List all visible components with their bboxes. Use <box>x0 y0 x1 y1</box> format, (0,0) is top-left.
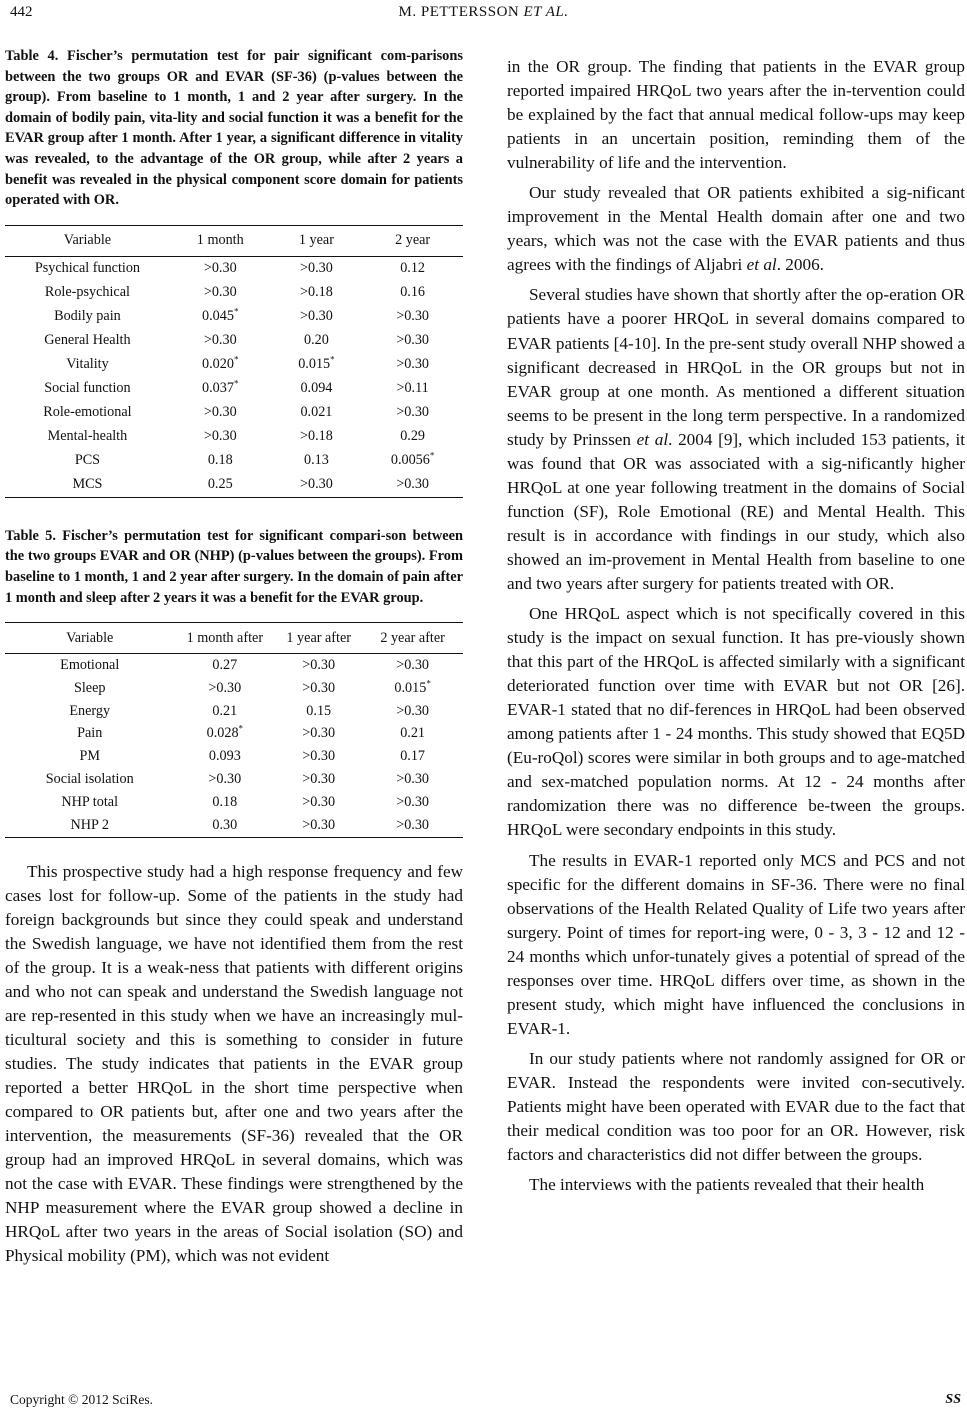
table-cell-m1 <box>170 305 271 329</box>
table5-caption: Table 5. Fischer’s permutation test for significant compari-son between the two groups EVAR and OR (NHP) (p-values between the groups). From baseline to 1 month, 1 and 2 year after surgery. In the domain of pain after 1 month and sleep after 2 years it was a benefit for the EVAR group. <box>5 527 463 606</box>
table-row <box>5 353 463 377</box>
cell-value: >0.30 <box>203 404 237 421</box>
cell-value: 0.12 <box>400 260 426 277</box>
table-cell-y2 <box>362 305 463 329</box>
cell-value: >0.30 <box>396 771 430 787</box>
table-cell-y1 <box>275 814 362 837</box>
right-paragraph-4: One HRQoL aspect which is not specifically covered in this study is the impact on sexual function. It has pre-viously shown that this part of the HRQoL is affected similarly with a significant deteriorated function over time with EVAR but not OR [26]. EVAR-1 stated that no dif-ferences in HRQoL had been observed among patients after 1 - 24 months. This study showed that EQ5D (Eu-roQol) scores were similar in both groups and to age-matched and sex-matched population norms. At 12 - 24 months after randomization there was no difference be-tween the groups. HRQoL were secondary endpoints in this study. <box>507 604 965 840</box>
page-number: 442 <box>10 4 33 20</box>
cell-value: >0.11 <box>396 380 429 397</box>
table-row <box>5 768 463 791</box>
cell-value: >0.30 <box>302 748 336 765</box>
table-row <box>5 677 463 700</box>
table-row <box>5 473 463 498</box>
cell-value: >0.30 <box>396 332 430 349</box>
table-cell-m1 <box>174 677 275 700</box>
cell-value: 0.094 <box>300 380 333 397</box>
table-cell-y1 <box>275 654 362 677</box>
table-cell-variable <box>5 401 170 425</box>
table-cell-y1 <box>271 305 363 329</box>
cell-value: >0.18 <box>300 428 333 445</box>
cell-value: NHP total <box>61 793 119 810</box>
table-cell-y1 <box>275 768 362 791</box>
table-cell-variable <box>5 700 174 723</box>
table-cell-m1 <box>170 377 271 401</box>
table-row <box>5 329 463 353</box>
cell-value: >0.30 <box>302 725 336 742</box>
cell-value: 0.093 <box>208 748 241 765</box>
table-cell-variable <box>5 654 174 677</box>
cell-value: 0.020 <box>202 356 234 373</box>
p2-text-a: Our study revealed that OR patients exhibited a sig-nificant improvement in the Mental Health domain after one and two years, which was not the case with the EVAR patients and thus agrees with the findings of Aljabri <box>507 183 965 275</box>
table-row <box>5 791 463 814</box>
table-cell-y2 <box>362 353 463 377</box>
cell-value: Vitality <box>66 356 109 373</box>
p3-etal: et al <box>636 429 669 449</box>
table-cell-m1 <box>174 768 275 791</box>
table-cell-variable <box>5 791 174 814</box>
table4-col-variable: Variable <box>5 225 170 256</box>
table-cell-m1 <box>174 814 275 837</box>
cell-value: >0.30 <box>300 308 333 325</box>
right-paragraph-7: The interviews with the patients revealed that their health <box>529 1175 925 1195</box>
cell-value: >0.30 <box>396 308 430 325</box>
cell-value: >0.30 <box>302 679 336 696</box>
significance-marker: * <box>238 723 244 734</box>
cell-value: Psychical function <box>34 260 141 277</box>
table-row <box>5 814 463 837</box>
right-paragraph-6: In our study patients where not randomly assigned for OR or EVAR. Instead the respondents were invited con-secutively. Patients might have been operated with EVAR due to the fact that their medical condition was too poor for an OR. However, risk factors and characteristics did not differ between the groups. <box>507 1048 965 1165</box>
cell-value: 0.29 <box>400 428 426 445</box>
table-row <box>5 425 463 449</box>
cell-value: >0.30 <box>396 356 430 373</box>
cell-value: Bodily pain <box>54 308 121 325</box>
cell-value: 0.15 <box>306 702 332 719</box>
table5-col-1year: 1 year after <box>275 623 362 654</box>
cell-value: Emotional <box>60 657 120 674</box>
table-cell-variable <box>5 768 174 791</box>
cell-value: >0.30 <box>203 284 237 301</box>
right-column <box>507 55 965 1197</box>
cell-value: Role-psychical <box>44 284 130 301</box>
table-cell-y2 <box>362 814 463 837</box>
cell-value: 0.21 <box>400 725 426 742</box>
table-cell-y2 <box>362 256 463 281</box>
significance-marker: * <box>429 450 435 461</box>
cell-value: >0.30 <box>302 816 336 833</box>
cell-value: 0.037 <box>202 380 234 397</box>
table-cell-y1 <box>275 677 362 700</box>
cell-value: 0.16 <box>400 284 426 301</box>
table-cell-y1 <box>271 353 363 377</box>
cell-value: >0.30 <box>302 657 336 674</box>
table4 <box>5 225 463 498</box>
cell-value: >0.30 <box>302 771 336 787</box>
table-cell-m1 <box>170 353 271 377</box>
table-row <box>5 256 463 281</box>
cell-value: Sleep <box>73 679 106 696</box>
left-column <box>5 46 463 1268</box>
table-cell-y1 <box>271 329 363 353</box>
table-cell-y1 <box>271 401 363 425</box>
table-cell-y1 <box>271 449 363 473</box>
significance-marker: * <box>233 306 239 317</box>
table-cell-m1 <box>170 281 271 305</box>
table-cell-variable <box>5 256 170 281</box>
table-cell-variable <box>5 814 174 837</box>
journal-abbrev: SS <box>945 1392 961 1407</box>
significance-marker: * <box>233 378 239 389</box>
cell-value: 0.21 <box>212 702 238 719</box>
cell-value: 0.015 <box>298 356 331 373</box>
table-cell-y2 <box>362 768 463 791</box>
table-cell-y2 <box>362 745 463 768</box>
significance-marker: * <box>426 678 431 689</box>
table-cell-y2 <box>362 377 463 401</box>
p2-etal: et al <box>746 255 777 275</box>
p3-text-a: Several studies have shown that shortly after the op-eration OR patients have a poorer HRQoL in several domains compared to EVAR patients [4-10]. In the pre-sent study overall NHP showed a significant decreased in HRQoL in the OR groups but not in EVAR group at one month. As mentioned a different situation seems to be present in the long term perspective. In a randomized study by Prinssen <box>507 285 965 449</box>
table-cell-m1 <box>170 329 271 353</box>
table-cell-variable <box>5 449 170 473</box>
cell-value: 0.20 <box>304 332 329 349</box>
cell-value: 0.0056 <box>390 452 430 469</box>
p2-text-b: . 2006. <box>776 255 824 275</box>
table5 <box>5 622 463 837</box>
cell-value: >0.30 <box>300 476 333 493</box>
cell-value: >0.30 <box>203 260 237 277</box>
cell-value: >0.30 <box>208 771 242 787</box>
table-cell-y2 <box>362 700 463 723</box>
table-cell-m1 <box>174 723 275 746</box>
cell-value: 0.015 <box>394 679 427 696</box>
table-cell-y1 <box>271 425 363 449</box>
table-cell-y1 <box>271 377 363 401</box>
cell-value: MCS <box>72 476 103 493</box>
table-cell-y1 <box>275 723 362 746</box>
table-cell-m1 <box>170 473 271 498</box>
table-row <box>5 401 463 425</box>
cell-value: >0.30 <box>302 793 336 810</box>
table-cell-y2 <box>362 723 463 746</box>
left-body-paragraph: This prospective study had a high response frequency and few cases lost for follow-up. Some of the patients in the study had foreign backgrounds but since they could speak and understand the Swedish language, we have not identified them from the rest of the group. It is a weak-ness that patients with different origins and who not can speak and understand the Swedish language not are rep-resented in this study when we have an increasingly mul-ticultural society and this is something to consider in future studies. The study indicates that patients in the EVAR group reported a better HRQoL in the short time perspective when compared to OR patients but, after one and two years after the intervention, the measurements (SF-36) revealed that the OR group had an improved HRQoL in several domains, which was not the case with EVAR. These findings were strengthened by the NHP measurement where the EVAR group showed a decline in HRQoL after two years in the areas of Social isolation (SO) and Physical mobility (PM), which was not evident <box>5 861 463 1266</box>
copyright-notice: Copyright © 2012 SciRes. <box>10 1392 154 1407</box>
cell-value: Social isolation <box>45 771 134 787</box>
running-head-etal: ET AL. <box>523 4 569 20</box>
table-cell-y2 <box>362 281 463 305</box>
table-cell-m1 <box>170 425 271 449</box>
table-cell-y2 <box>362 654 463 677</box>
cell-value: 0.18 <box>212 793 238 810</box>
table4-header-row <box>5 225 463 256</box>
cell-value: 0.17 <box>400 748 426 765</box>
cell-value: 0.13 <box>304 452 329 469</box>
right-paragraph-5: The results in EVAR-1 reported only MCS and PCS and not specific for the different domains in SF-36. There were no final observations of the Health Related Quality of Life two years after surgery. Point of times for report-ing were, 0 - 3, 3 - 12 and 12 - 24 months which unfor-tunately gives a potential of spread of the responses over time. HRQoL differs over time, as shown in the present study, which might have influenced the conclusions in EVAR-1. <box>507 850 965 1038</box>
cell-value: General Health <box>44 332 131 349</box>
table4-col-1year: 1 year <box>271 225 363 256</box>
table-cell-y2 <box>362 473 463 498</box>
table-cell-m1 <box>170 256 271 281</box>
right-paragraph-2 <box>507 181 965 277</box>
table-cell-variable <box>5 425 170 449</box>
table-cell-y2 <box>362 329 463 353</box>
table-cell-variable <box>5 281 170 305</box>
cell-value: >0.30 <box>208 679 242 696</box>
table-cell-y1 <box>271 256 363 281</box>
page-header <box>0 0 967 30</box>
table-cell-variable <box>5 473 170 498</box>
cell-value: >0.18 <box>300 284 333 301</box>
table-row <box>5 723 463 746</box>
table-cell-variable <box>5 723 174 746</box>
cell-value: >0.30 <box>203 332 237 349</box>
cell-value: Mental-health <box>47 428 128 445</box>
table-cell-y1 <box>271 281 363 305</box>
table-cell-y1 <box>275 791 362 814</box>
table-row <box>5 654 463 677</box>
table-cell-m1 <box>174 745 275 768</box>
table4-col-1month: 1 month <box>170 225 271 256</box>
table-cell-y1 <box>275 745 362 768</box>
table-cell-y2 <box>362 677 463 700</box>
cell-value: >0.30 <box>396 702 430 719</box>
cell-value: Pain <box>77 725 103 742</box>
table-cell-variable <box>5 353 170 377</box>
cell-value: PM <box>79 748 100 765</box>
table-cell-m1 <box>170 449 271 473</box>
page-footer <box>0 1392 967 1412</box>
table-row <box>5 281 463 305</box>
cell-value: >0.30 <box>396 657 430 674</box>
table-cell-variable <box>5 305 170 329</box>
table-row <box>5 700 463 723</box>
running-head <box>0 4 967 21</box>
table-cell-y2 <box>362 401 463 425</box>
table-cell-m1 <box>174 791 275 814</box>
cell-value: >0.30 <box>396 404 430 421</box>
running-head-author: M. PETTERSSON <box>398 4 520 20</box>
cell-value: 0.18 <box>207 452 233 469</box>
cell-value: Role-emotional <box>43 404 132 421</box>
table-row <box>5 305 463 329</box>
cell-value: 0.25 <box>207 476 233 493</box>
table4-caption: Table 4. Fischer’s permutation test for pair significant com-parisons between the two groups OR and EVAR (SF-36) (p-values between the group). From baseline to 1 month, 1 and 2 year after surgery. In the domain of bodily pain, vita-lity and social function it was a benefit for the EVAR group after 1 month. After 1 year, a significant difference in vitality was revealed, to the advantage of the OR group, while after 2 years a benefit was revealed in the physical component score domain for patients operated with OR. <box>5 48 463 209</box>
cell-value: 0.045 <box>202 308 234 325</box>
cell-value: >0.30 <box>396 476 430 493</box>
table-cell-y2 <box>362 449 463 473</box>
cell-value: >0.30 <box>396 793 430 810</box>
cell-value: 0.27 <box>212 657 238 674</box>
table4-col-2year: 2 year <box>362 225 463 256</box>
cell-value: 0.30 <box>212 816 238 833</box>
table-cell-y1 <box>271 473 363 498</box>
table5-col-variable: Variable <box>5 623 174 654</box>
table-cell-m1 <box>170 401 271 425</box>
p3-text-b: . 2004 [9], which included 153 patients, it was found that OR was associated with a sig-nificantly higher HRQoL at one year following treatment in the domains of Social function (SF), Role Emotional (RE) and Mental Health. This result is in accordance with findings in our study, which also showed an im-provement in Mental Health from baseline to one and two years after surgery for patients treated with OR. <box>507 429 965 593</box>
cell-value: NHP 2 <box>70 816 109 833</box>
table-cell-y2 <box>362 791 463 814</box>
table-row <box>5 377 463 401</box>
table-cell-y1 <box>275 700 362 723</box>
table5-header-row <box>5 623 463 654</box>
right-paragraph-1: in the OR group. The finding that patients in the EVAR group reported impaired HRQoL two years after the in-tervention could be explained by the fact that annual medical follow-ups may keep patients in an uncertain position, reminding them of the vulnerability of life and the intervention. <box>507 57 965 173</box>
significance-marker: * <box>233 354 239 365</box>
table5-col-2year: 2 year after <box>362 623 463 654</box>
cell-value: >0.30 <box>300 260 333 277</box>
cell-value: Energy <box>69 702 111 719</box>
table-cell-variable <box>5 377 170 401</box>
cell-value: 0.021 <box>300 404 333 421</box>
table-cell-m1 <box>174 654 275 677</box>
cell-value: >0.30 <box>396 816 430 833</box>
cell-value: 0.028 <box>206 725 239 742</box>
right-paragraph-3 <box>507 283 965 596</box>
table-cell-variable <box>5 329 170 353</box>
significance-marker: * <box>330 354 335 365</box>
table5-col-1month: 1 month after <box>174 623 275 654</box>
table-cell-y2 <box>362 425 463 449</box>
table-row <box>5 449 463 473</box>
table-cell-m1 <box>174 700 275 723</box>
cell-value: >0.30 <box>203 428 237 445</box>
cell-value: Social function <box>44 380 131 397</box>
table-cell-variable <box>5 745 174 768</box>
table-row <box>5 745 463 768</box>
cell-value: PCS <box>74 452 101 469</box>
table-cell-variable <box>5 677 174 700</box>
